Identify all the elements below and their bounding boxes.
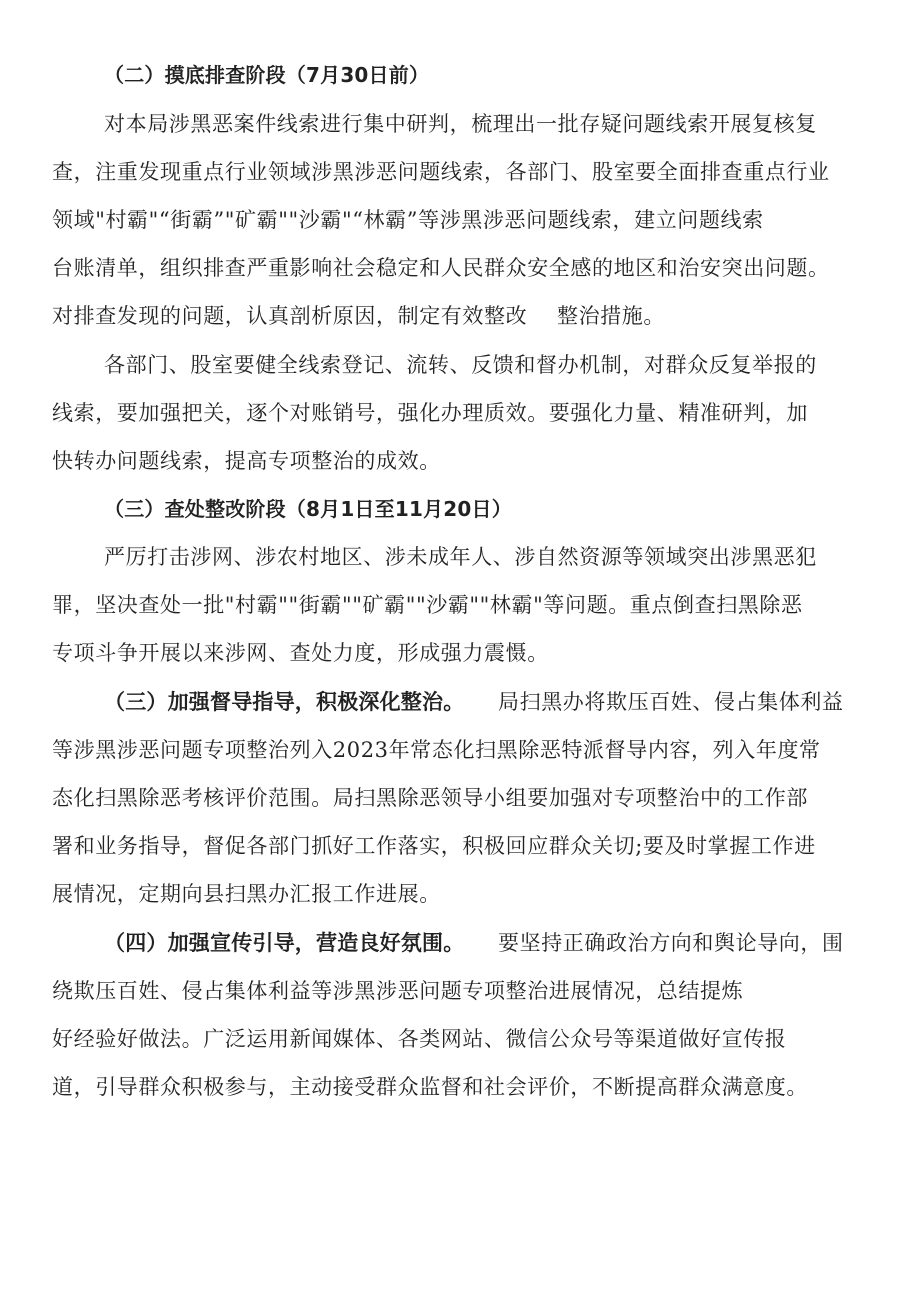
paragraph-line: 绕欺压百姓、侵占集体利益等涉黑涉恶问题专项整治进展情况，总结提炼 bbox=[52, 979, 744, 1003]
paragraph-line: 署和业务指导，督促各部门抓好工作落实，积极回应群众关切;要及时掌握工作进 bbox=[52, 834, 816, 858]
paragraph-line: 严厉打击涉网、涉农村地区、涉未成年人、涉自然资源等领域突出涉黑恶犯 bbox=[104, 545, 817, 569]
paragraph-line: 罪，坚决查处一批"村霸""街霸""矿霸""沙霸""林霸"等问题。重点倒查扫黑除恶 bbox=[52, 593, 803, 617]
section-heading-supervision: （三）加强督导指导，积极深化整治。 bbox=[104, 690, 465, 714]
paragraph-line: 道，引导群众积极参与，主动接受群众监督和社会评价，不断提高群众满意度。 bbox=[52, 1075, 808, 1099]
paragraph-line: 展情况，定期向县扫黑办汇报工作进展。 bbox=[52, 882, 441, 906]
paragraph-line: 各部门、股室要健全线索登记、流转、反馈和督办机制，对群众反复举报的 bbox=[104, 353, 817, 377]
paragraph-line: 专项斗争开展以来涉网、查处力度，形成强力震慑。 bbox=[52, 641, 549, 665]
paragraph-line: 局扫黑办将欺压百姓、侵占集体利益 bbox=[498, 690, 844, 714]
section-heading-investigation: （二）摸底排查阶段（7月30日前） bbox=[104, 63, 430, 87]
paragraph-line-end: 整治措施。 bbox=[557, 304, 665, 328]
paragraph-line: 领域"村霸"“街霸”"矿霸""沙霸"“林霸”等涉黑涉恶问题线索，建立问题线索 bbox=[52, 208, 764, 232]
paragraph-line: 台账清单，组织排查严重影响社会稳定和人民群众安全感的地区和治安突出问题。 bbox=[52, 256, 830, 280]
paragraph-line: 对排查发现的问题，认真剖析原因，制定有效整改 bbox=[52, 304, 528, 328]
section-heading-publicity: （四）加强宣传引导，营造良好氛围。 bbox=[104, 931, 465, 955]
paragraph-line: 快转办问题线索，提高专项整治的成效。 bbox=[52, 449, 441, 473]
paragraph-line: 要坚持正确政治方向和舆论导向，围 bbox=[498, 931, 844, 955]
paragraph-line: 线索，要加强把关，逐个对账销号，强化办理质效。要强化力量、精准研判，加 bbox=[52, 401, 808, 425]
paragraph-line: 对本局涉黑恶案件线索进行集中研判，梳理出一批存疑问题线索开展复核复 bbox=[104, 112, 817, 136]
paragraph-line: 查，注重发现重点行业领域涉黑涉恶问题线索，各部门、股室要全面排查重点行业 bbox=[52, 160, 830, 184]
paragraph-line: 好经验好做法。广泛运用新闻媒体、各类网站、微信公众号等渠道做好宣传报 bbox=[52, 1027, 787, 1051]
paragraph-line: 态化扫黑除恶考核评价范围。局扫黑除恶领导小组要加强对专项整治中的工作部 bbox=[52, 786, 808, 810]
section-heading-handling: （三）查处整改阶段（8月1日至11月20日） bbox=[104, 497, 512, 521]
paragraph-line: 等涉黑涉恶问题专项整治列入2023年常态化扫黑除恶特派督导内容，列入年度常 bbox=[52, 738, 821, 762]
